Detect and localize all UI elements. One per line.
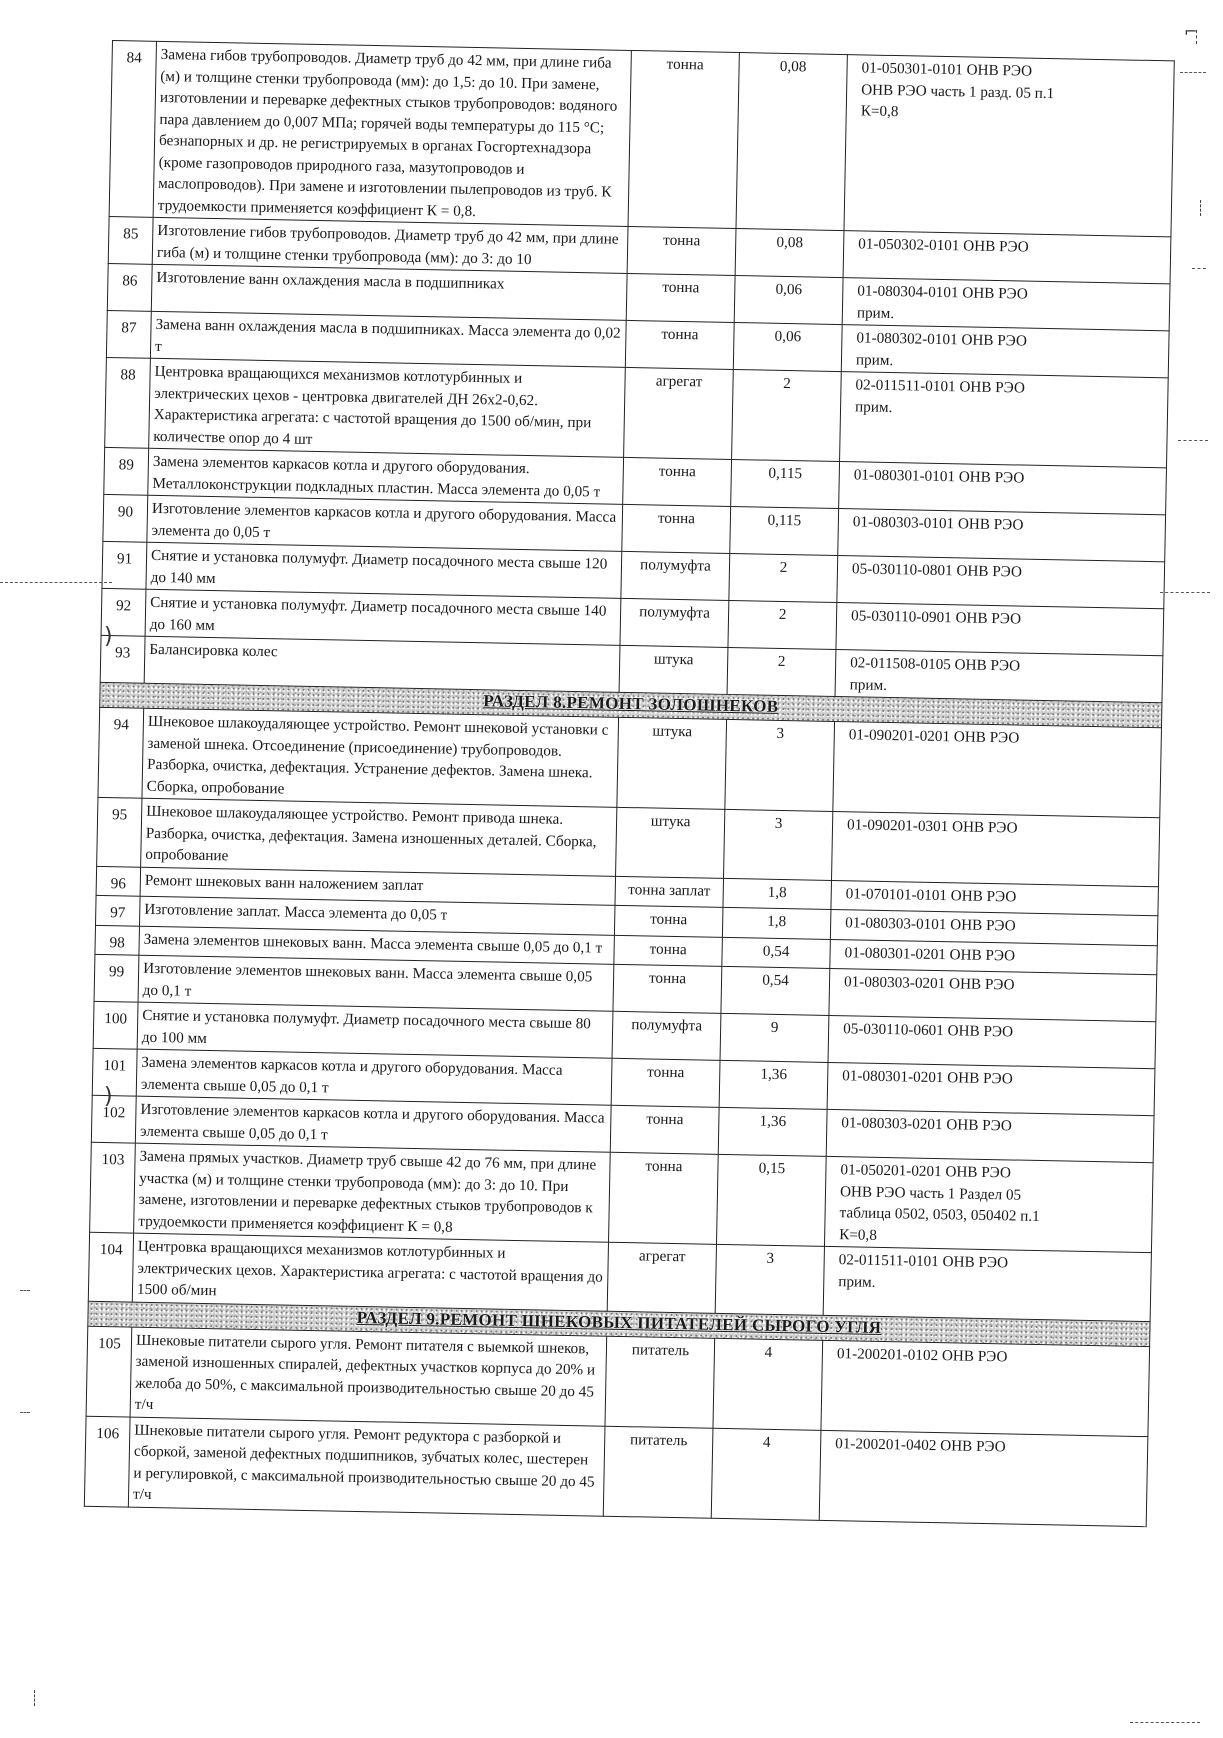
row-number: 85: [108, 216, 153, 264]
scan-mark: [0, 582, 112, 583]
quantity: 2: [728, 600, 837, 649]
quantity: 0,06: [733, 322, 842, 371]
row-number: 91: [102, 541, 147, 589]
work-description: Балансировка колес: [144, 636, 620, 692]
unit-of-measure: тонна: [614, 905, 723, 937]
quantity: 0,15: [716, 1154, 826, 1246]
norm-reference: 01-050301-0101 ОНВ РЭО ОНВ РЭО часть 1 разд. 05 п.1 К=0,8: [844, 55, 1174, 237]
work-description: Изготовление элементов шнековых ванн. Масса элемента свыше 0,05 до 0,1 т: [138, 955, 614, 1011]
row-number: 94: [98, 707, 144, 798]
unit-of-measure: тонна: [610, 1105, 719, 1154]
table-row: [84, 1416, 1148, 1526]
work-description: Замена гибов трубопроводов. Диаметр труб до 42 мм, при длине гиба (м) и толщине стенки трубопровода (мм): до 1,5: до 10. При замене, изготовлении и переварке дефектных стыков трубопроводов: водяного пара давлением до 0,007 МПа; горячей воды температуры до 115 °С; безнапорных и др. не регистрируемых в органах Госгортехнадзора (кроме газопроводов природного газа, мазутопроводов и маслопроводов). При замене и изготовлении пылепроводов из труб. К трудоемкости применяется коэффициент К = 0,8.: [153, 41, 631, 226]
norm-reference: 01-080301-0201 ОНВ РЭО: [827, 1062, 1155, 1115]
work-description: Шнековые питатели сырого угля. Ремонт редуктора с разборкой и сборкой, заменой дефектных подшипников, зубчатых колес, шестерен и регулировкой, с максимальной производительностью свыше 20 до 45 т/ч: [128, 1417, 605, 1516]
norm-reference: 01-070101-0101 ОНВ РЭО: [831, 880, 1159, 916]
unit-of-measure: тонна: [614, 935, 723, 967]
unit-of-measure: тонна: [609, 1152, 719, 1244]
scan-mark: [20, 1412, 30, 1413]
quantity: 2: [732, 369, 842, 461]
work-description: Ремонт шнековых ванн наложением заплат: [140, 867, 615, 906]
work-description: Замена элементов каркасов котла и другого оборудования. Металлоконструкции подкладных пластин. Масса элемента до 0,05 т: [148, 448, 624, 504]
quantity: 1,36: [718, 1107, 827, 1156]
norm-reference: 02-011508-0105 ОНВ РЭО прим.: [835, 650, 1163, 703]
scan-mark: [1196, 30, 1197, 44]
norm-reference: 02-011511-0101 ОНВ РЭО прим.: [823, 1246, 1151, 1321]
norm-reference: 01-080301-0101 ОНВ РЭО: [839, 462, 1167, 515]
unit-of-measure: тонна: [611, 1058, 720, 1107]
row-number: 89: [104, 447, 149, 495]
unit-of-measure: питатель: [603, 1426, 713, 1518]
norm-reference: 01-050201-0201 ОНВ РЭО ОНВ РЭО часть 1 Раздел 05 таблица 0502, 0503, 050402 п.1 К=0,8: [824, 1156, 1153, 1252]
scan-mark: [20, 1290, 30, 1291]
work-description: Шнековые питатели сырого угля. Ремонт питателя с выемкой шнеков, заменой изношенных спиралей, дефектных участков корпуса до 20% и желоба до 50%, с максимальной производительностью свыше 20 до 45 т/ч: [130, 1327, 607, 1426]
scan-mark: [1160, 592, 1210, 593]
row-number: 97: [96, 895, 141, 925]
norm-reference: 05-030110-0901 ОНВ РЭО: [836, 603, 1164, 656]
scan-mark: ): [104, 624, 113, 649]
unit-of-measure: тонна: [627, 226, 736, 275]
document-sheet: [84, 40, 1174, 1527]
unit-of-measure: тонна: [628, 50, 739, 228]
work-description: Снятие и установка полумуфт. Диаметр посадочного места свыше 140 до 160 мм: [145, 589, 621, 645]
norm-reference: 01-200201-0102 ОНВ РЭО: [821, 1340, 1150, 1436]
norm-reference: 01-080303-0201 ОНВ РЭО: [829, 968, 1157, 1021]
norm-reference: 01-080303-0201 ОНВ РЭО: [826, 1109, 1154, 1162]
unit-of-measure: агрегат: [624, 367, 734, 459]
work-description: Центровка вращающихся механизмов котлотурбинных и электрических цехов. Характеристика агрегата: с частотой вращения до 1500 об/мин: [132, 1233, 608, 1311]
section-title: РАЗДЕЛ 8.РЕМОНТ ЗОЛОШНЕКОВ: [100, 682, 1162, 727]
work-description: Изготовление элементов каркасов котла и другого оборудования. Масса элемента до 0,05 т: [147, 495, 623, 551]
row-number: 100: [93, 1001, 138, 1049]
unit-of-measure: тонна: [625, 320, 734, 369]
unit-of-measure: тонна заплат: [615, 876, 724, 908]
scan-mark: [34, 1690, 35, 1706]
work-description: Снятие и установка полумуфт. Диаметр посадочного места свыше 80 до 100 мм: [137, 1002, 613, 1058]
norm-reference: 01-090201-0301 ОНВ РЭО: [832, 811, 1160, 886]
unit-of-measure: тонна: [622, 504, 731, 553]
row-number: 88: [105, 357, 151, 448]
work-description: Центровка вращающихся механизмов котлотурбинных и электрических цехов - центровка двигателей ДН 26х2-0,62. Характеристика агрегата: с частотой вращения до 1500 об/мин, при количестве опор до 4 шт: [149, 358, 626, 457]
norm-reference: 01-050302-0101 ОНВ РЭО: [843, 231, 1171, 284]
scan-mark: [1192, 268, 1206, 269]
work-description: Изготовление элементов каркасов котла и другого оборудования. Масса элемента свыше 0,05 до 0,1 т: [135, 1096, 611, 1152]
norm-reference: 02-011511-0101 ОНВ РЭО прим.: [840, 372, 1169, 468]
norm-reference: 01-080304-0101 ОНВ РЭО прим.: [842, 278, 1170, 331]
work-description: Замена ванн охлаждения масла в подшипниках. Масса элемента до 0,02 т: [150, 311, 626, 367]
quantity: 0,08: [735, 229, 844, 278]
row-number: 90: [103, 494, 148, 542]
row-number: 95: [97, 797, 142, 866]
row-number: 87: [106, 310, 151, 358]
row-number: 99: [94, 954, 139, 1002]
row-number: 92: [101, 588, 146, 636]
unit-of-measure: полумуфта: [621, 551, 730, 600]
work-description: Снятие и установка полумуфт. Диаметр посадочного места свыше 120 до 140 мм: [146, 542, 622, 598]
quantity: 1,8: [722, 907, 831, 939]
quantity: 2: [729, 553, 838, 602]
scan-mark: [1130, 1722, 1200, 1723]
row-number: 93: [100, 635, 145, 683]
row-number: 106: [84, 1416, 130, 1507]
quantity: 1,8: [723, 878, 832, 910]
norm-reference: 01-080302-0101 ОНВ РЭО прим.: [841, 325, 1169, 378]
scan-mark: [1178, 440, 1208, 441]
norm-reference: 01-200201-0402 ОНВ РЭО: [819, 1430, 1148, 1526]
quantity: 1,36: [719, 1060, 828, 1109]
row-number: 84: [109, 41, 156, 218]
norm-reference: 01-080301-0201 ОНВ РЭО: [830, 939, 1158, 975]
section-title: РАЗДЕЛ 9.РЕМОНТ ШНЕКОВЫХ ПИТАТЕЛЕЙ СЫРОГО УГЛЯ: [88, 1301, 1150, 1346]
work-description: Изготовление заплат. Масса элемента до 0,05 т: [140, 896, 615, 935]
quantity: 0,06: [734, 276, 843, 325]
quantity: 3: [724, 809, 833, 880]
quantity: 3: [725, 719, 835, 811]
scan-mark: ⌐: [1184, 22, 1198, 41]
quantity: 4: [711, 1428, 821, 1520]
unit-of-measure: тонна: [613, 964, 722, 1013]
norm-reference: 01-080303-0101 ОНВ РЭО: [838, 509, 1166, 562]
row-number: 86: [107, 263, 152, 311]
row-number: 98: [95, 925, 140, 955]
unit-of-measure: питатель: [605, 1336, 715, 1428]
unit-of-measure: агрегат: [607, 1242, 716, 1313]
work-description: Изготовление ванн охлаждения масла в подшипниках: [151, 264, 627, 320]
work-description: Замена элементов шнековых ванн. Масса элемента свыше 0,05 до 0,1 т: [139, 926, 614, 965]
unit-of-measure: тонна: [626, 273, 735, 322]
unit-of-measure: штука: [619, 645, 728, 694]
row-number: 101: [92, 1048, 137, 1096]
quantity: 0,115: [731, 459, 840, 508]
work-description: Замена прямых участков. Диаметр труб свыше 42 до 76 мм, при длине участка (м) и толщине стенки трубопровода (мм): до 3: до 10. При замене, изготовлении и переварке дефектных стыков трубопроводов к трудоемкости применяется коэффициент К = 0,8: [134, 1143, 611, 1242]
norm-reference: 05-030110-0601 ОНВ РЭО: [828, 1015, 1156, 1068]
quantity: 9: [720, 1013, 829, 1062]
works-table-body: [84, 41, 1174, 1527]
row-number: 96: [96, 866, 141, 896]
quantity: 0,08: [736, 53, 847, 231]
works-table: [84, 40, 1175, 1527]
unit-of-measure: штука: [617, 717, 727, 809]
scan-mark: [1180, 72, 1206, 73]
table-row: [109, 41, 1174, 237]
unit-of-measure: полумуфта: [612, 1011, 721, 1060]
row-number: 104: [88, 1232, 133, 1301]
scan-mark: [1200, 200, 1201, 216]
scan-mark: ): [104, 1084, 113, 1109]
unit-of-measure: тонна: [623, 457, 732, 506]
work-description: Шнековое шлакоудаляющее устройство. Ремонт привода шнека. Разборка, очистка, дефектация. Замена изношенных деталей. Сборка, опробование: [141, 798, 617, 876]
quantity: 0,54: [722, 937, 831, 969]
row-number: 102: [91, 1095, 136, 1143]
quantity: 0,115: [730, 506, 839, 555]
quantity: 2: [727, 647, 836, 696]
work-description: Изготовление гибов трубопроводов. Диаметр труб до 42 мм, при длине гиба (м) и толщине стенки трубопровода (мм): до 3: до 10: [152, 217, 628, 273]
work-description: Шнековое шлакоудаляющее устройство. Ремонт шнековой установки с заменой шнека. Отсоединение (присоединение) трубопроводов. Разборка, очистка, дефектация. Устранение дефектов. Замена шнека. Сборка, опробование: [142, 708, 619, 807]
norm-reference: 01-090201-0201 ОНВ РЭО: [833, 721, 1162, 817]
unit-of-measure: штука: [616, 807, 725, 878]
norm-reference: 05-030110-0801 ОНВ РЭО: [837, 556, 1165, 609]
quantity: 4: [713, 1338, 823, 1430]
quantity: 3: [715, 1244, 824, 1315]
quantity: 0,54: [721, 966, 830, 1015]
unit-of-measure: полумуфта: [620, 598, 729, 647]
row-number: 103: [90, 1142, 136, 1233]
norm-reference: 01-080303-0101 ОНВ РЭО: [830, 909, 1158, 945]
row-number: 105: [86, 1326, 132, 1417]
work-description: Замена элементов каркасов котла и другого оборудования. Масса элемента свыше 0,05 до 0,1 т: [136, 1049, 612, 1105]
